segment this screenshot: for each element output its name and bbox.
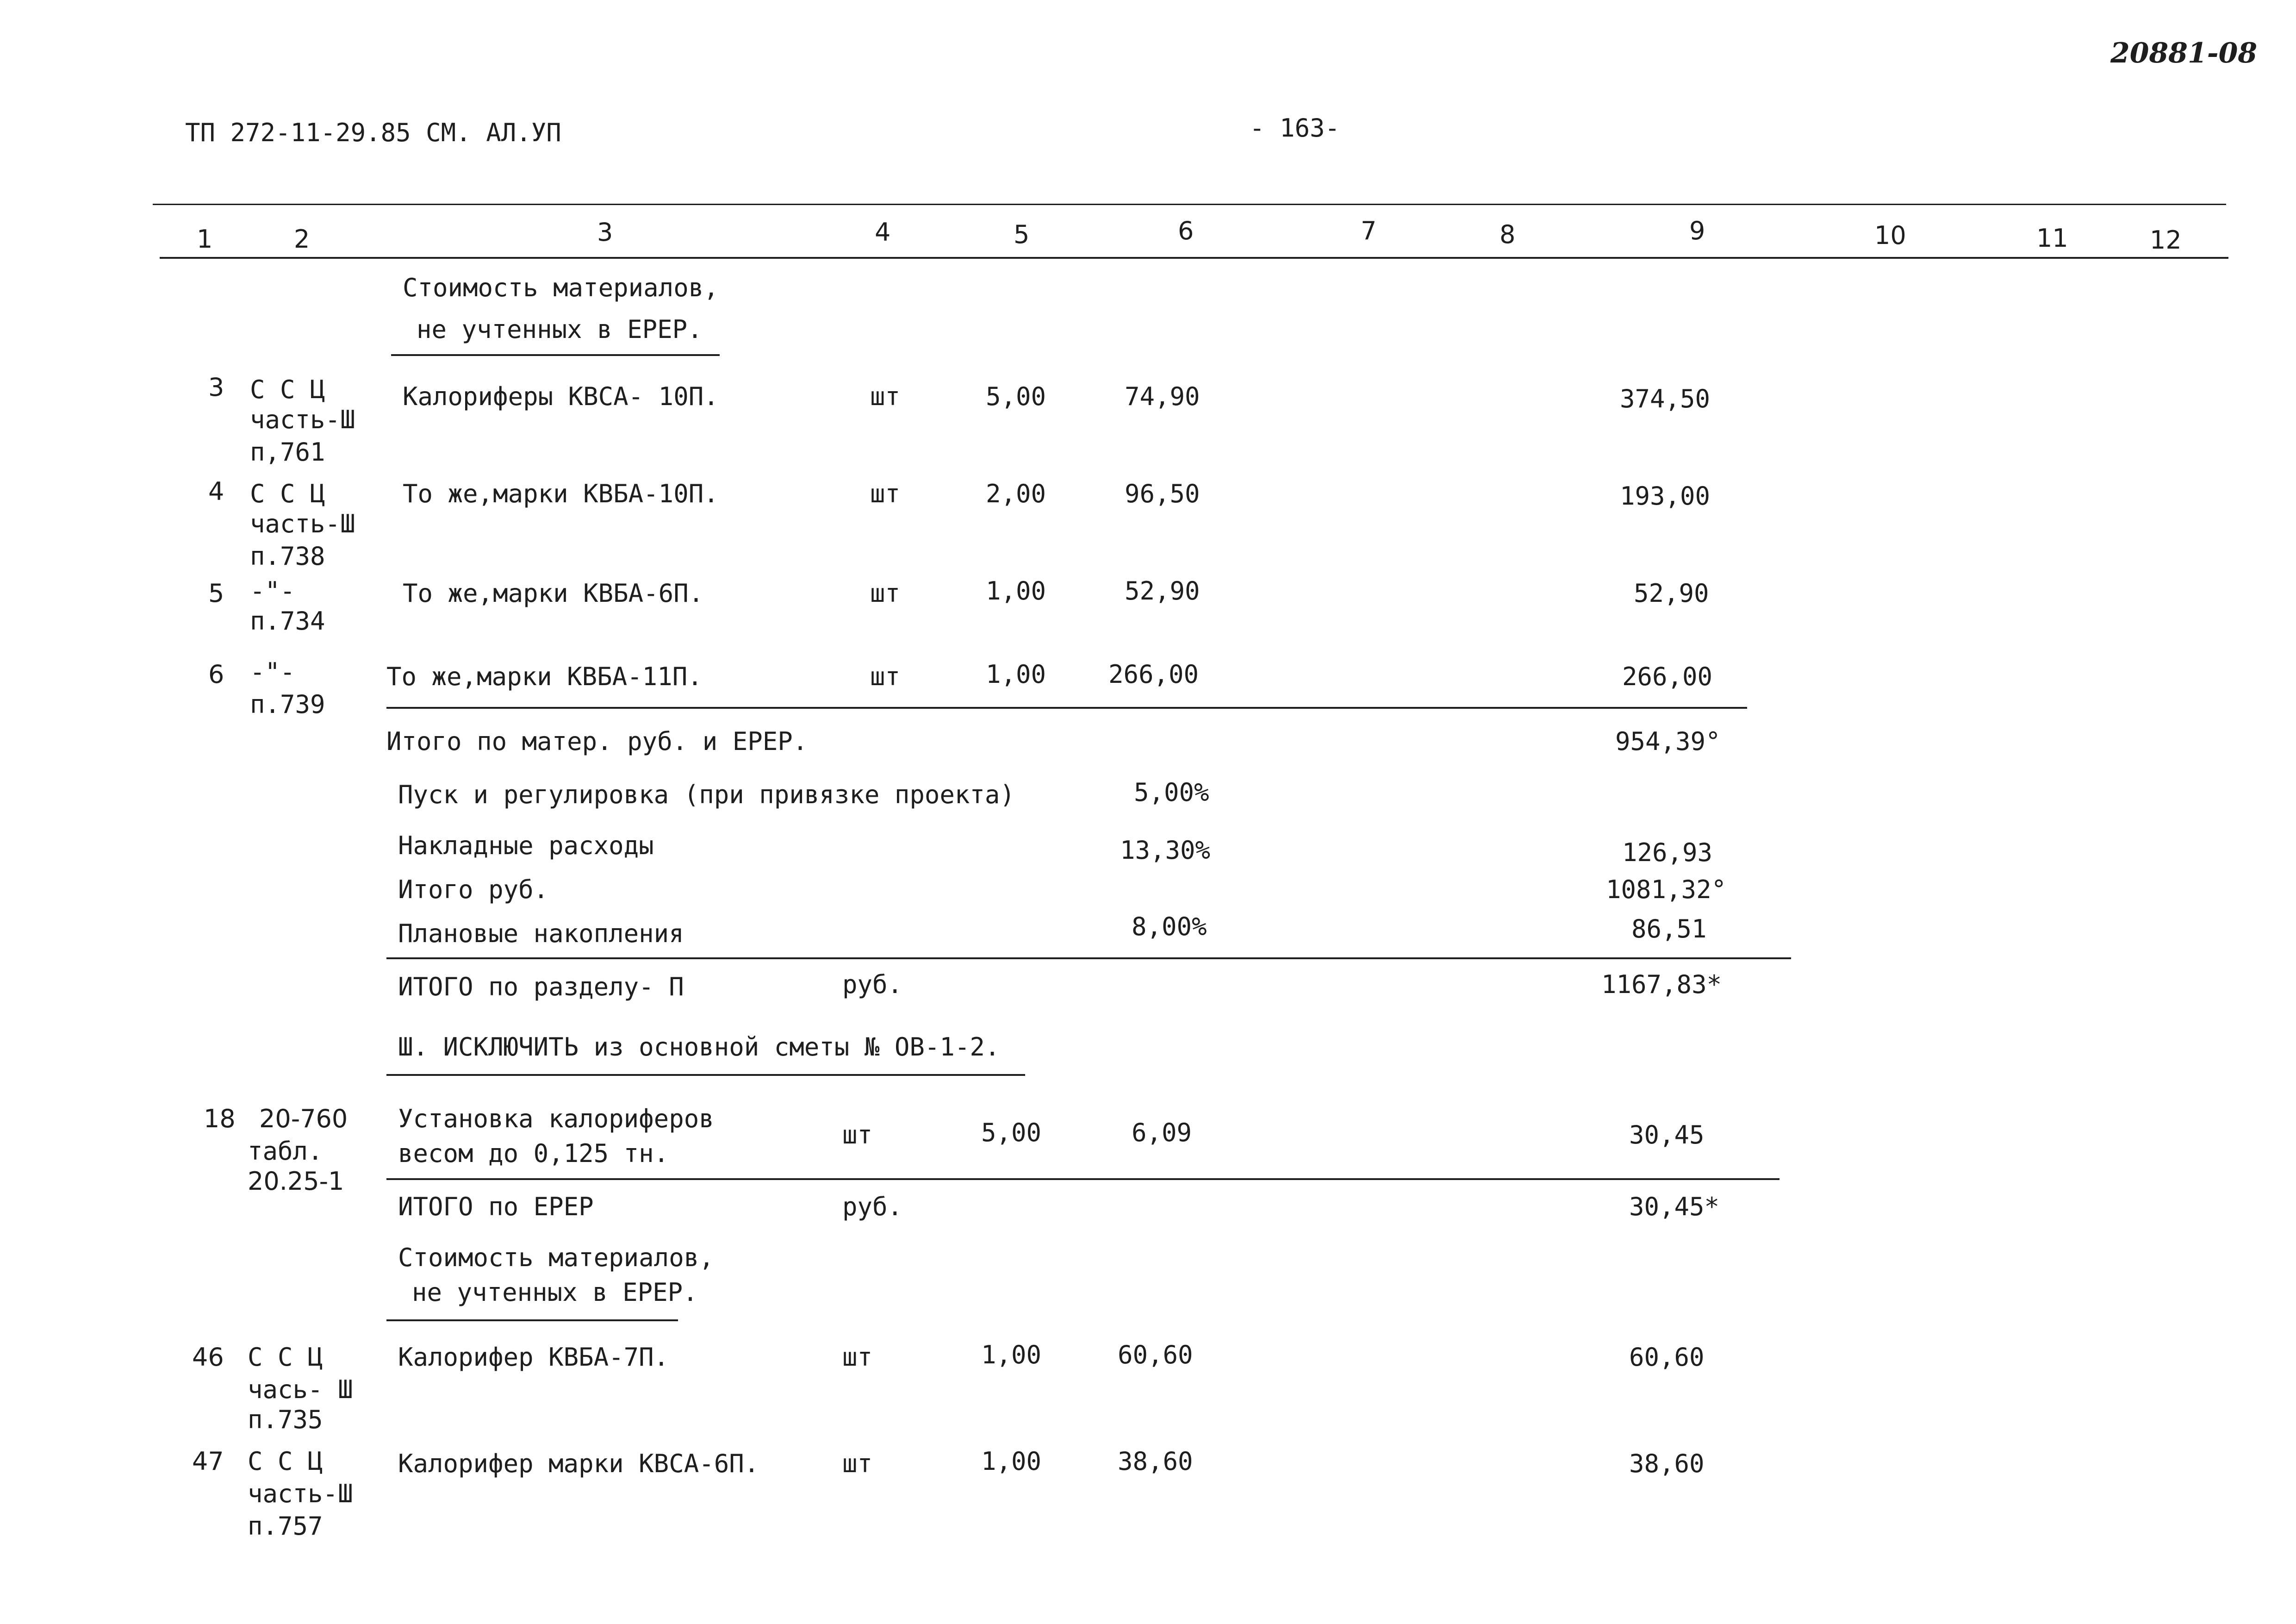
document-number: 20881-08 — [2110, 37, 2258, 69]
materials-heading-line2: не учтенных в ЕРЕР. — [417, 315, 703, 344]
row-name: весом до 0,125 тн. — [398, 1139, 669, 1168]
row-quantity: 5,00 — [981, 1118, 1042, 1147]
section-total-rule — [386, 957, 1791, 959]
column-header-7: 7 — [1361, 216, 1377, 245]
row-unit: шт — [842, 1449, 873, 1478]
materials-heading-underline — [386, 1319, 678, 1321]
row-reference: часть-Ш — [250, 509, 355, 538]
erer-total-unit: руб. — [842, 1192, 903, 1221]
row-price: 38,60 — [1118, 1447, 1193, 1476]
row-reference: п.757 — [248, 1512, 323, 1541]
materials-heading-line1: Стоимость материалов, — [403, 273, 719, 302]
row-total: 266,00 — [1622, 662, 1713, 691]
row-reference: п.739 — [250, 690, 325, 719]
row-reference: п.738 — [250, 542, 325, 571]
row-reference: п.735 — [248, 1405, 323, 1434]
row-name: Калорифер КВБА-7П. — [398, 1343, 669, 1372]
row-unit: шт — [870, 579, 901, 608]
row-quantity: 1,00 — [981, 1447, 1042, 1476]
row-quantity: 1,00 — [986, 576, 1046, 606]
header-bottom-rule — [160, 257, 2228, 259]
column-header-4: 4 — [875, 218, 891, 247]
row-reference: 20.25-1 — [248, 1167, 344, 1196]
row-unit: шт — [842, 1120, 873, 1149]
row-unit: шт — [870, 479, 901, 508]
section-total-label: ИТОГО по разделу- П — [398, 972, 684, 1001]
row-total: 52,90 — [1634, 579, 1709, 608]
materials-heading-line2: не учтенных в ЕРЕР. — [412, 1278, 698, 1307]
row-price: 6,09 — [1132, 1118, 1192, 1147]
column-header-5: 5 — [1014, 220, 1030, 249]
row-name: То же,марки КВБА-11П. — [386, 662, 703, 691]
row-number: 47 — [192, 1447, 224, 1476]
row-reference: -"- — [250, 657, 295, 687]
column-header-6: 6 — [1178, 216, 1194, 245]
row-number: 3 — [208, 373, 224, 402]
column-header-11: 11 — [2036, 224, 2068, 253]
row-name: То же,марки КВБА-6П. — [403, 579, 704, 608]
document-code: ТП 272-11-29.85 СМ. АЛ.УП — [185, 118, 561, 147]
row-number: 5 — [208, 579, 224, 608]
row-reference: п,761 — [250, 437, 325, 467]
row-reference: С С Ц — [250, 479, 325, 508]
page-number: - 163- — [1250, 113, 1340, 143]
row-unit: шт — [842, 1343, 873, 1372]
row-name: То же,марки КВБА-10П. — [403, 479, 719, 508]
subtotal-rub-value: 1081,32° — [1606, 875, 1727, 904]
subtotal-rub-label: Итого руб. — [398, 875, 549, 904]
overhead-percent: 13,30% — [1120, 836, 1211, 865]
row-reference: -"- — [250, 576, 295, 606]
row-reference: часть-Ш — [250, 405, 355, 434]
subtotal-rule — [386, 707, 1747, 709]
row-quantity: 1,00 — [986, 660, 1046, 689]
erer-total-rule — [386, 1178, 1780, 1180]
row-number: 46 — [192, 1343, 224, 1372]
row-reference: табл. — [248, 1137, 323, 1166]
commissioning-percent: 5,00% — [1134, 778, 1209, 807]
row-reference: часть-Ш — [248, 1479, 353, 1508]
row-name: Калориферы КВСА- 10П. — [403, 382, 719, 411]
row-number: 6 — [208, 660, 224, 689]
section-3-underline — [386, 1074, 1025, 1076]
row-total: 60,60 — [1629, 1343, 1705, 1372]
materials-heading-line1: Стоимость материалов, — [398, 1243, 714, 1272]
row-quantity: 1,00 — [981, 1340, 1042, 1369]
column-header-3: 3 — [597, 218, 613, 247]
row-reference: 20-760 — [259, 1104, 348, 1133]
section-total-unit: руб. — [842, 970, 903, 999]
section-3-heading: Ш. ИСКЛЮЧИТЬ из основной сметы № ОВ-1-2. — [398, 1032, 1000, 1062]
planned-savings-label: Плановые накопления — [398, 919, 684, 948]
materials-total-value: 954,39° — [1615, 727, 1721, 756]
row-price: 60,60 — [1118, 1340, 1193, 1369]
commissioning-label: Пуск и регулировка (при привязке проекта) — [398, 780, 1015, 809]
row-quantity: 5,00 — [986, 382, 1046, 411]
row-total: 193,00 — [1620, 481, 1711, 511]
column-header-12: 12 — [2150, 225, 2182, 255]
row-name: Калорифер марки КВСА-6П. — [398, 1449, 759, 1478]
row-number: 18 — [204, 1104, 236, 1133]
row-reference: С С Ц — [248, 1343, 323, 1372]
column-header-8: 8 — [1500, 220, 1516, 249]
section-total-value: 1167,83* — [1601, 970, 1722, 999]
row-unit: шт — [870, 662, 901, 691]
planned-savings-value: 86,51 — [1631, 914, 1707, 943]
row-name: Установка калориферов — [398, 1104, 714, 1133]
erer-total-label: ИТОГО по ЕРЕР — [398, 1192, 594, 1221]
row-reference: С С Ц — [250, 375, 325, 404]
row-total: 30,45 — [1629, 1120, 1705, 1149]
column-header-2: 2 — [294, 225, 310, 254]
row-reference: С С Ц — [248, 1447, 323, 1476]
column-header-10: 10 — [1874, 221, 1906, 250]
row-number: 4 — [208, 477, 224, 506]
erer-total-value: 30,45* — [1629, 1192, 1720, 1221]
planned-savings-percent: 8,00% — [1132, 912, 1207, 941]
row-reference: п.734 — [250, 606, 325, 636]
row-total: 374,50 — [1620, 384, 1711, 413]
row-price: 96,50 — [1125, 479, 1200, 508]
row-quantity: 2,00 — [986, 479, 1046, 508]
row-price: 266,00 — [1108, 660, 1199, 689]
overhead-value: 126,93 — [1622, 838, 1713, 867]
overhead-label: Накладные расходы — [398, 831, 654, 860]
column-header-1: 1 — [197, 225, 213, 254]
row-price: 52,90 — [1125, 576, 1200, 606]
row-total: 38,60 — [1629, 1449, 1705, 1478]
header-top-rule — [153, 204, 2226, 205]
column-header-9: 9 — [1689, 216, 1705, 245]
row-unit: шт — [870, 382, 901, 411]
materials-total-label: Итого по матер. руб. и ЕРЕР. — [386, 727, 808, 756]
row-reference: чась- Ш — [248, 1375, 353, 1404]
row-price: 74,90 — [1125, 382, 1200, 411]
materials-heading-underline — [391, 354, 720, 356]
